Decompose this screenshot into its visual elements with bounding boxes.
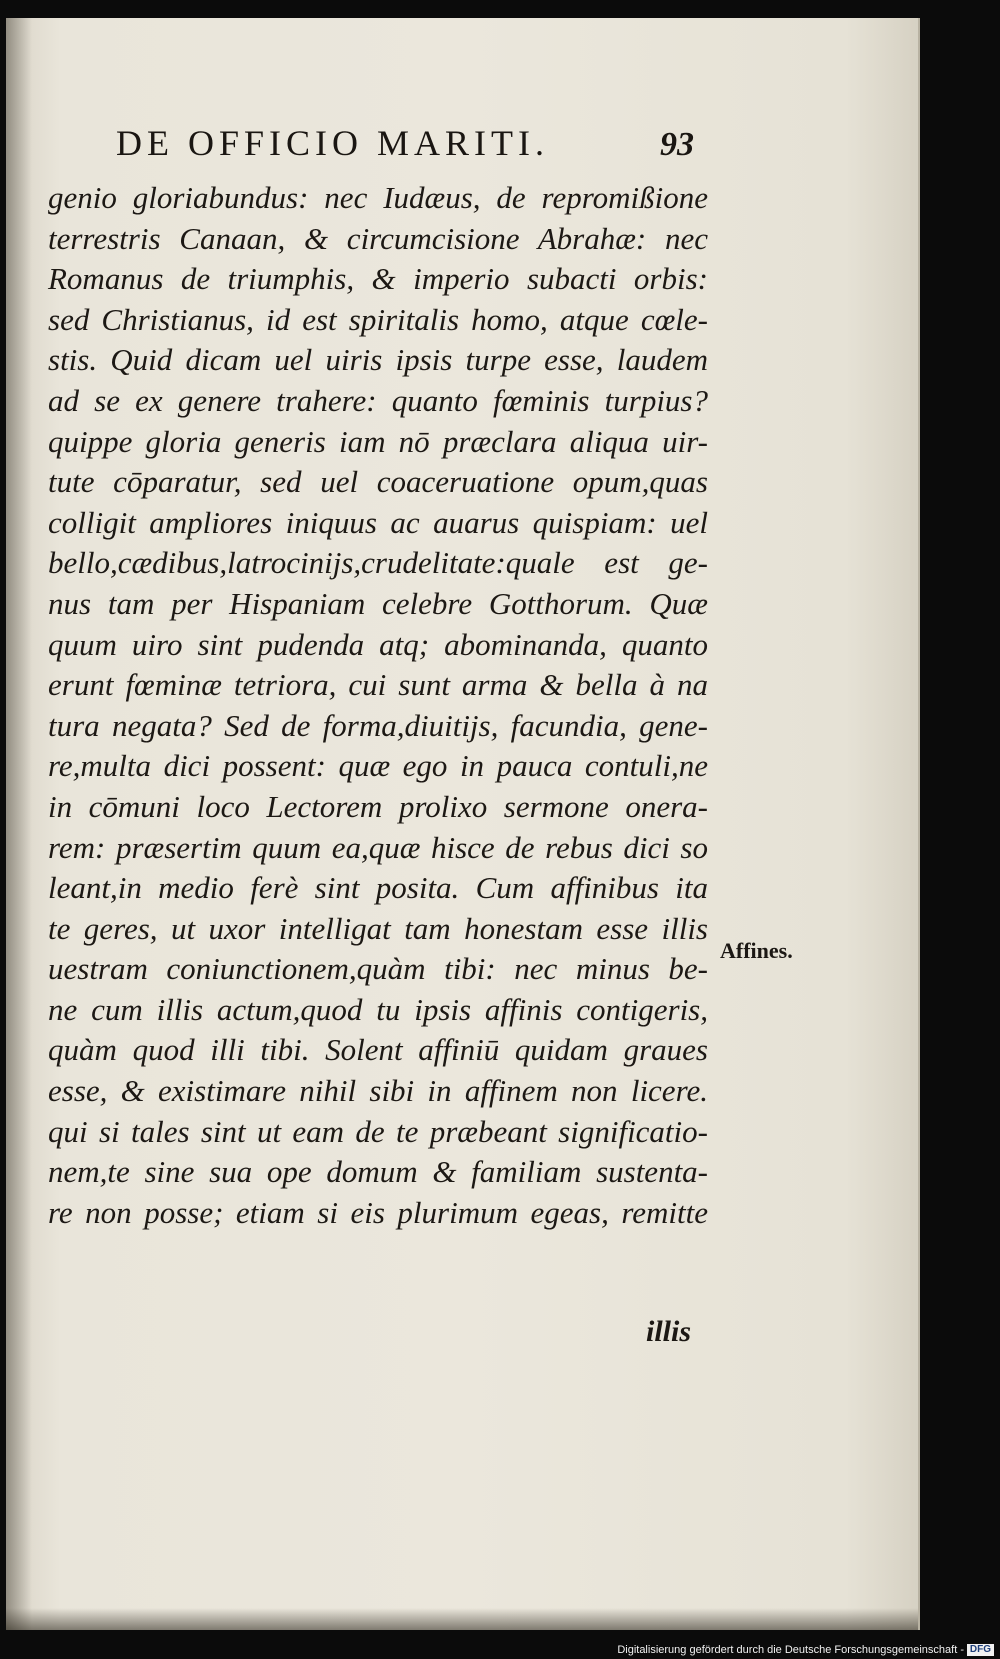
body-text [48,178,708,1233]
gutter-shadow [6,18,32,1630]
text-line: te geres, ut uxor intelligat tam honestam esse illis [48,910,708,946]
page-number: 93 [660,126,694,163]
text-line: quàm quod illi tibi. Solent affiniū quidam graues [48,1032,708,1068]
text-line: tura negata? Sed de forma,diuitijs, facundia, gene- [48,707,708,743]
text-line: qui si tales sint ut eam de te præbeant significatio- [48,1113,708,1149]
text-line: genio gloriabundus: nec Iudæus, de repromißione [48,180,708,215]
text-line: sed Christianus, id est spiritalis homo, atque cœle- [48,301,708,337]
text-line: nus tam per Hispaniam celebre Gotthorum. Quæ [48,585,708,621]
text-line: in cōmuni loco Lectorem prolixo sermone onera- [48,788,708,824]
text-line: rem: præsertim quum ea,quæ hisce de rebus dici so [48,829,708,865]
text-line: Romanus de triumphis, & imperio subacti orbis: [48,261,708,297]
text-line: quippe gloria generis iam nō præclara aliqua uir- [48,423,708,459]
digitization-credit: Digitalisierung gefördert durch die Deutsche Forschungsgemeinschaft - [617,1644,964,1656]
running-head: DE OFFICIO MARITI. [116,123,550,163]
dfg-logo: DFG [967,1644,994,1656]
marginal-note: Affines. [720,938,793,963]
text-line: colligit ampliores iniquus ac auarus quispiam: uel [48,504,708,540]
book-page [6,18,920,1630]
text-line: ne cum illis actum,quod tu ipsis affinis contigeris, [48,991,708,1027]
text-line: bello,cædibus,latrocinijs,crudelitate:quale est ge- [48,545,708,581]
text-line: stis. Quid dicam uel uiris ipsis turpe esse, laudem [48,342,708,378]
text-line: quum uiro sint pudenda atq; abominanda, quanto [48,626,708,662]
text-line: erunt fœminæ tetriora, cui sunt arma & bella à na [48,667,708,703]
text-line: re,multa dici possent: quæ ego in pauca contuli,ne [48,748,708,784]
text-line: tute cōparatur, sed uel coaceruatione opum,quas [48,464,708,500]
text-line: uestram coniunctionem,quàm tibi: nec minus be- [48,951,708,987]
catchword: illis [646,1315,692,1348]
text-line: ad se ex genere trahere: quanto fœminis turpius? [48,382,708,418]
text-line: leant,in medio ferè sint posita. Cum affinibus ita [48,870,708,906]
text-line: esse, & existimare nihil sibi in affinem non licere. [48,1073,708,1109]
text-line: terrestris Canaan, & circumcisione Abrahæ: nec [48,220,708,256]
text-line: re non posse; etiam si eis plurimum egeas, remitte [48,1194,708,1230]
text-line: nem,te sine sua ope domum & familiam sustenta- [48,1154,708,1190]
bottom-shadow [6,1608,918,1630]
